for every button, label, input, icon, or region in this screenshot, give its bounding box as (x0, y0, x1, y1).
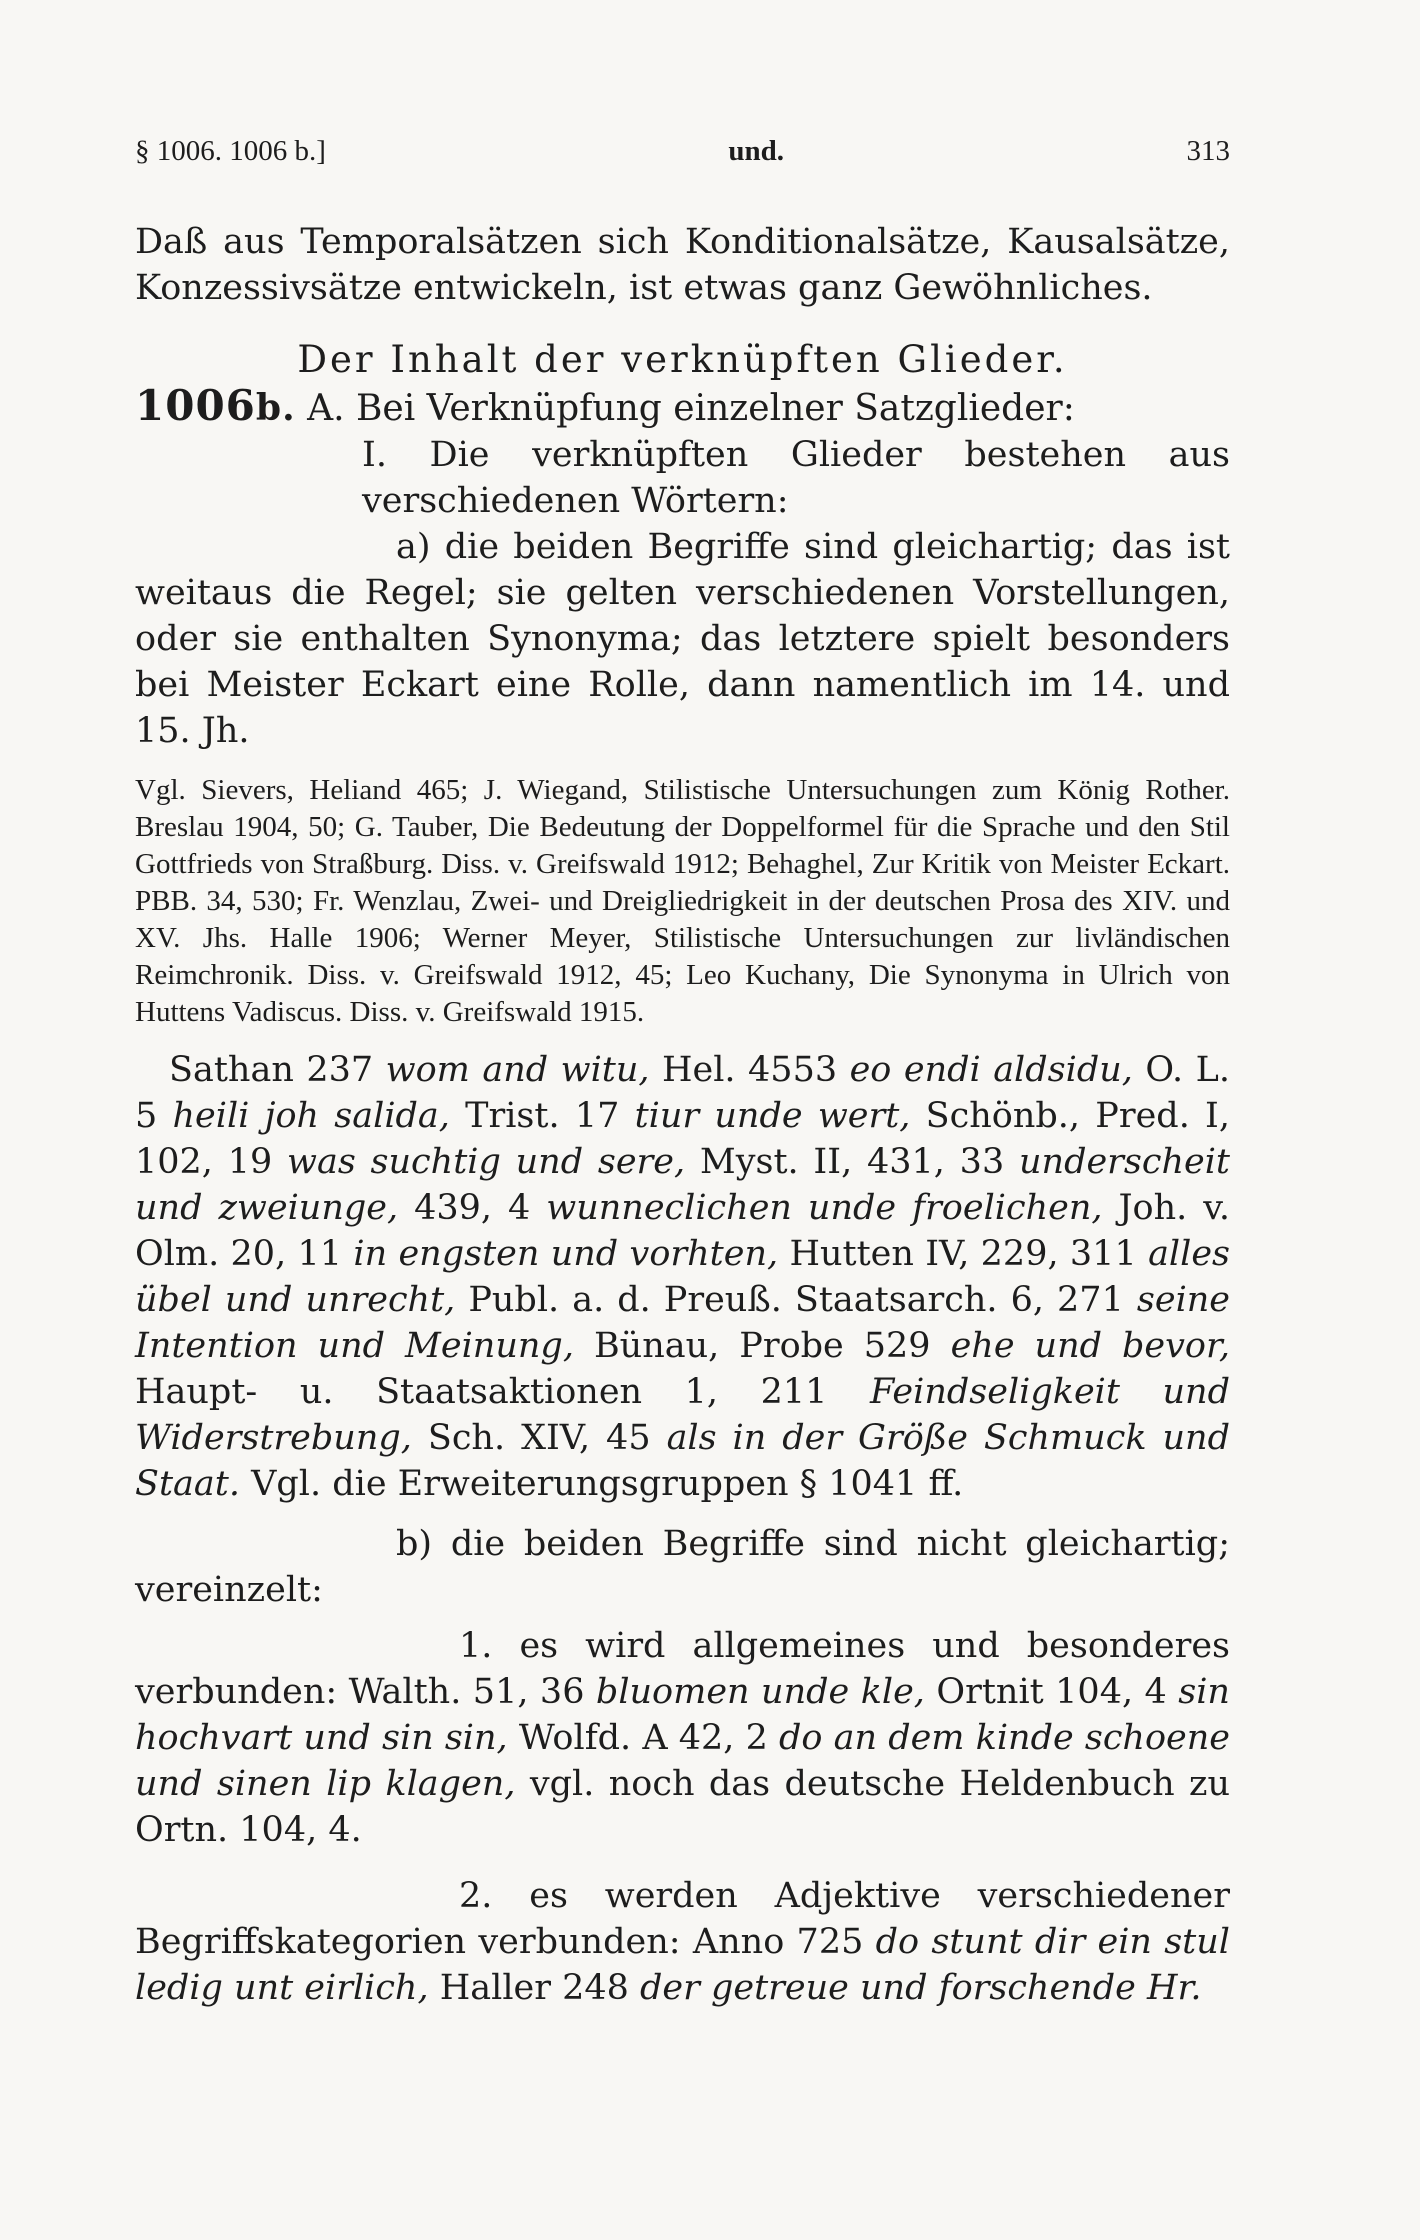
italic-quote: Feindseligkeit und Widerstrebung, (135, 1372, 1230, 1458)
italic-quote: wunneclichen unde froelichen, (546, 1188, 1103, 1228)
paragraph-a: a) die beiden Begriffe sind gleichartig; das ist weitaus die Regel; sie gelten verschiedenen Vorstellungen, oder sie enthalten Synonyma; das letztere spielt besonders bei Meister Eckart eine Rolle, dann namentlich im 14. und 15. Jh. (135, 527, 1230, 751)
italic-quote: do stunt dir ein stul ledig unt eirlich, (135, 1922, 1230, 2008)
italic-quote: heili joh salida, (172, 1096, 450, 1136)
item-1: 1. es wird allgemeines und besonderes verbunden: Walth. 51, 36 bluomen unde kle, Ortnit 104, 4 sin hochvart und sin sin, Wolfd. A 42, 2 do an dem kinde schoene und sinen lip klagen, vgl. noch das deutsche Heldenbuch zu Ortn. 104, 4. (135, 1626, 1231, 1850)
header-keyword: und. (728, 135, 785, 167)
italic-quote: in engsten und vorhten, (353, 1234, 779, 1274)
italic-quote: alles übel und unrecht, (135, 1234, 1230, 1320)
italic-quote: do an dem kinde schoene und sinen lip klagen, (135, 1718, 1231, 1804)
section-title: A. Bei Verknüpfung einzelner Satzglieder: (295, 388, 1075, 429)
item-2: 2. es werden Adjektive verschiedener Begriffskategorien verbunden: Anno 725 do stunt dir ein stul ledig unt eirlich, Haller 248 der getreue und forschende Hr. (135, 1876, 1230, 2008)
italic-quote: tiur unde wert, (634, 1096, 911, 1136)
italic-quote: bluomen unde kle, (595, 1672, 925, 1712)
header-section-ref: § 1006. 1006 b.] (135, 135, 326, 167)
intro-paragraph: Daß aus Temporalsätzen sich Konditionalsätze, Kausalsätze, Konzessivsätze entwickeln, ist etwas ganz Gewöhnliches. (135, 222, 1230, 308)
section-heading: Der Inhalt der verknüpften Glieder. (297, 338, 1068, 381)
italic-quote: underscheit und zweiunge, (135, 1142, 1230, 1228)
section-number: 1006 (135, 381, 256, 430)
text-block (135, 135, 1230, 2011)
page-number: 313 (1186, 135, 1230, 167)
subsection-i: I. Die verknüpften Glieder bestehen aus verschiedenen Wörtern: (362, 435, 1230, 521)
italic-quote: was suchtig und sere, (287, 1142, 686, 1182)
italic-quote: eo endi aldsidu, (849, 1050, 1133, 1090)
italic-quote: wom and witu, (385, 1050, 650, 1090)
italic-quote: als in der Größe Schmuck und Staat. (135, 1418, 1230, 1504)
paragraph-b: b) die beiden Begriffe sind nicht gleichartig; vereinzelt: (135, 1524, 1230, 1610)
italic-quote: ehe und bevor, (950, 1326, 1230, 1366)
section-line (135, 383, 1230, 432)
running-header (135, 135, 1230, 175)
examples-paragraph: Sathan 237 wom and witu, Hel. 4553 eo endi aldsidu, O. L. 5 heili joh salida, Trist. 17 tiur unde wert, Schönb., Pred. I, 102, 19 was suchtig und sere, Myst. II, 431, 33 underscheit und zweiunge, 439, 4 wunneclichen unde froelichen, Joh. v. Olm. 20, 11 in engsten und vorhten, Hutten IV, 229, 311 alles übel und unrecht, Publ. a. d. Preuß. Staatsarch. 6, 271 seine Intention und Meinung, Bünau, Probe 529 ehe und bevor, Haupt- u. Staatsaktionen 1, 211 Feindseligkeit und Widerstrebung, Sch. XIV, 45 als in der Größe Schmuck und Staat. Vgl. die Erweiterungsgruppen § 1041 ff. (135, 1050, 1231, 1504)
italic-quote: seine Intention und Meinung, (135, 1280, 1231, 1366)
italic-quote: sin hochvart und sin sin, (135, 1672, 1230, 1758)
italic-quote: der getreue und forschende Hr. (640, 1968, 1202, 2008)
bibliography-references: Vgl. Sievers, Heliand 465; J. Wiegand, Stilistische Untersuchungen zum König Rother. Breslau 1904, 50; G. Tauber, Die Bedeutung der Doppelformel für die Sprache und den Stil Gottfrieds von Straßburg. Diss. v. Greifswald 1912; Behaghel, Zur Kritik von Meister Eckart. PBB. 34, 530; Fr. Wenzlau, Zwei- und Dreigliedrigkeit in der deutschen Prosa des XIV. und XV. Jhs. Halle 1906; Werner Meyer, Stilistische Untersuchungen zur livländischen Reimchronik. Diss. v. Greifswald 1912, 45; Leo Kuchany, Die Synonyma in Ulrich von Huttens Vadiscus. Diss. v. Greifswald 1915. (135, 774, 1230, 1028)
section-suffix: b. (255, 387, 296, 429)
